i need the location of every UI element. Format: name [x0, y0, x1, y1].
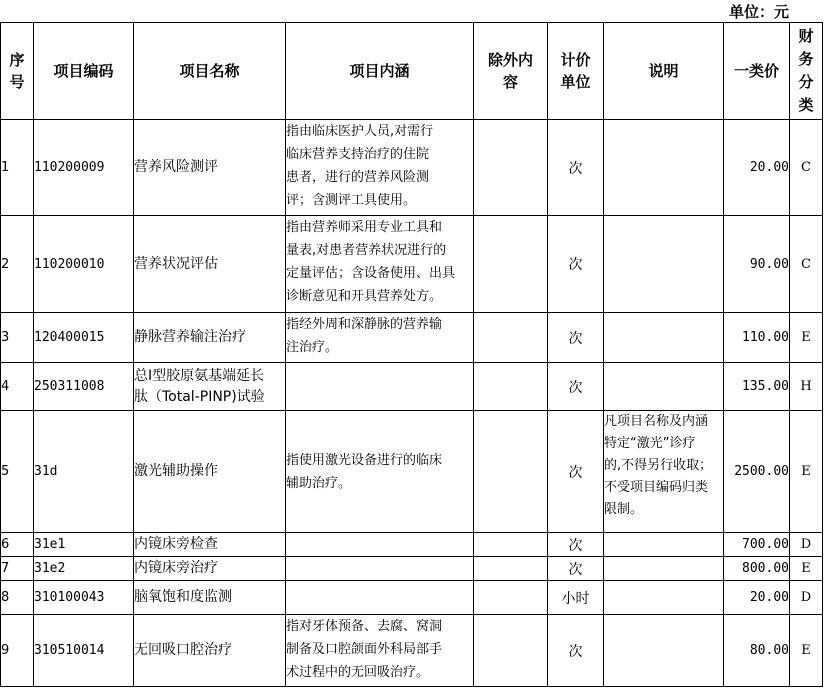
header-seq: 序号	[1, 23, 34, 120]
row-content	[286, 363, 474, 411]
row-name-line: 总I型胶原氨基端延长	[134, 367, 265, 384]
row-exclusion	[474, 411, 548, 533]
row-name	[134, 363, 286, 411]
row-note	[604, 411, 724, 533]
row-content	[286, 557, 474, 581]
table-row	[1, 313, 823, 363]
row-seq: 7	[1, 557, 34, 581]
row-code: 250311008	[34, 363, 134, 411]
row-code: 110200009	[34, 120, 134, 216]
row-price: 800.00	[724, 557, 790, 581]
row-category: C	[790, 216, 823, 313]
table-row	[1, 533, 823, 557]
row-exclusion	[474, 313, 548, 363]
header-unit: 计价单位	[548, 23, 604, 120]
row-code: 110200010	[34, 216, 134, 313]
header-row	[1, 23, 823, 120]
row-note-line: 的,不得另行收取；	[604, 458, 713, 473]
row-code: 310510014	[34, 615, 134, 687]
row-code: 31e1	[34, 533, 134, 557]
row-price: 2500.00	[724, 411, 790, 533]
row-name: 静脉营养输注治疗	[134, 313, 286, 363]
row-code: 31d	[34, 411, 134, 533]
row-content-line: 辅助治疗。	[286, 475, 352, 491]
row-seq: 9	[1, 615, 34, 687]
header-exclusion: 除外内容	[474, 23, 548, 120]
row-content-line: 指使用激光设备进行的临床	[286, 452, 443, 468]
row-category: H	[790, 363, 823, 411]
row-unit: 次	[548, 216, 604, 313]
row-exclusion	[474, 363, 548, 411]
row-content	[286, 120, 474, 216]
table-row	[1, 216, 823, 313]
row-content-line: 量表,对患者营养状况进行的	[286, 243, 447, 258]
row-unit: 次	[548, 411, 604, 533]
row-price: 80.00	[724, 615, 790, 687]
table-row	[1, 557, 823, 581]
row-exclusion	[474, 557, 548, 581]
header-category: 财务分类	[790, 23, 823, 120]
row-name: 脑氧饱和度监测	[134, 581, 286, 615]
row-category: C	[790, 120, 823, 216]
row-seq: 1	[1, 120, 34, 216]
row-content-line: 制备及口腔颌面外科局部手	[286, 642, 443, 657]
row-seq: 4	[1, 363, 34, 411]
row-note	[604, 533, 724, 557]
row-content-line: 注治疗。	[286, 340, 339, 355]
row-name: 激光辅助操作	[134, 411, 286, 533]
row-content-line: 术过程中的无回吸治疗。	[286, 665, 430, 680]
row-note	[604, 363, 724, 411]
row-price: 90.00	[724, 216, 790, 313]
row-content-line: 指经外周和深静脉的营养输	[286, 317, 443, 332]
row-seq: 3	[1, 313, 34, 363]
row-name: 无回吸口腔治疗	[134, 615, 286, 687]
row-exclusion	[474, 615, 548, 687]
row-exclusion	[474, 533, 548, 557]
row-note	[604, 120, 724, 216]
row-content-line: 评；含测评工具使用。	[286, 193, 417, 208]
row-content-line: 指由临床医护人员,对需行	[286, 124, 434, 139]
row-price: 700.00	[724, 533, 790, 557]
table-row	[1, 581, 823, 615]
currency-unit-label: 单位：元	[728, 3, 789, 21]
row-content	[286, 581, 474, 615]
row-note	[604, 313, 724, 363]
row-content-line: 指对牙体预备、去腐、窝洞	[286, 619, 443, 634]
row-name: 内镜床旁治疗	[134, 557, 286, 581]
row-name-line: 肽（Total-PINP)试验	[134, 388, 265, 405]
row-name: 营养风险测评	[134, 120, 286, 216]
row-content-line: 指由营养师采用专业工具和	[286, 220, 443, 235]
row-content-line: 诊断意见和开具营养处方。	[286, 289, 443, 304]
row-category: D	[790, 581, 823, 615]
row-exclusion	[474, 120, 548, 216]
unit-row	[0, 0, 825, 22]
row-seq: 6	[1, 533, 34, 557]
row-content	[286, 615, 474, 687]
row-note	[604, 216, 724, 313]
row-unit: 次	[548, 313, 604, 363]
row-unit: 次	[548, 557, 604, 581]
row-category: E	[790, 615, 823, 687]
row-name: 营养状况评估	[134, 216, 286, 313]
row-content	[286, 533, 474, 557]
row-price: 135.00	[724, 363, 790, 411]
row-exclusion	[474, 216, 548, 313]
table-body	[1, 120, 823, 687]
row-note	[604, 581, 724, 615]
row-unit: 次	[548, 615, 604, 687]
row-exclusion	[474, 581, 548, 615]
table-row	[1, 120, 823, 216]
row-seq: 5	[1, 411, 34, 533]
row-code: 310100043	[34, 581, 134, 615]
row-price: 20.00	[724, 581, 790, 615]
row-code: 120400015	[34, 313, 134, 363]
row-note-line: 不受项目编码归类	[604, 480, 709, 495]
row-content-line: 患者，进行的营养风险测	[286, 170, 430, 185]
table-row	[1, 411, 823, 533]
row-category: E	[790, 411, 823, 533]
row-unit: 次	[548, 363, 604, 411]
row-content-line: 定量评估；含设备使用、出具	[286, 266, 456, 281]
row-content	[286, 411, 474, 533]
row-unit: 小时	[548, 581, 604, 615]
row-content	[286, 313, 474, 363]
row-price: 110.00	[724, 313, 790, 363]
row-seq: 8	[1, 581, 34, 615]
row-seq: 2	[1, 216, 34, 313]
header-code: 项目编码	[34, 23, 134, 120]
row-price: 20.00	[724, 120, 790, 216]
row-category: E	[790, 313, 823, 363]
row-note-line: 特定“激光”诊疗	[604, 436, 696, 451]
row-unit: 次	[548, 120, 604, 216]
fee-table	[0, 22, 823, 687]
table-row	[1, 363, 823, 411]
row-content-line: 临床营养支持治疗的住院	[286, 147, 430, 162]
header-note: 说明	[604, 23, 724, 120]
table-row	[1, 615, 823, 687]
row-note	[604, 557, 724, 581]
header-content: 项目内涵	[286, 23, 474, 120]
row-note	[604, 615, 724, 687]
row-category: D	[790, 533, 823, 557]
row-category: E	[790, 557, 823, 581]
row-code: 31e2	[34, 557, 134, 581]
row-name: 内镜床旁检查	[134, 533, 286, 557]
header-name: 项目名称	[134, 23, 286, 120]
header-price: 一类价	[724, 23, 790, 120]
row-unit: 次	[548, 533, 604, 557]
row-content	[286, 216, 474, 313]
row-note-line: 凡项目名称及内涵	[604, 414, 709, 429]
row-note-line: 限制。	[604, 502, 644, 517]
